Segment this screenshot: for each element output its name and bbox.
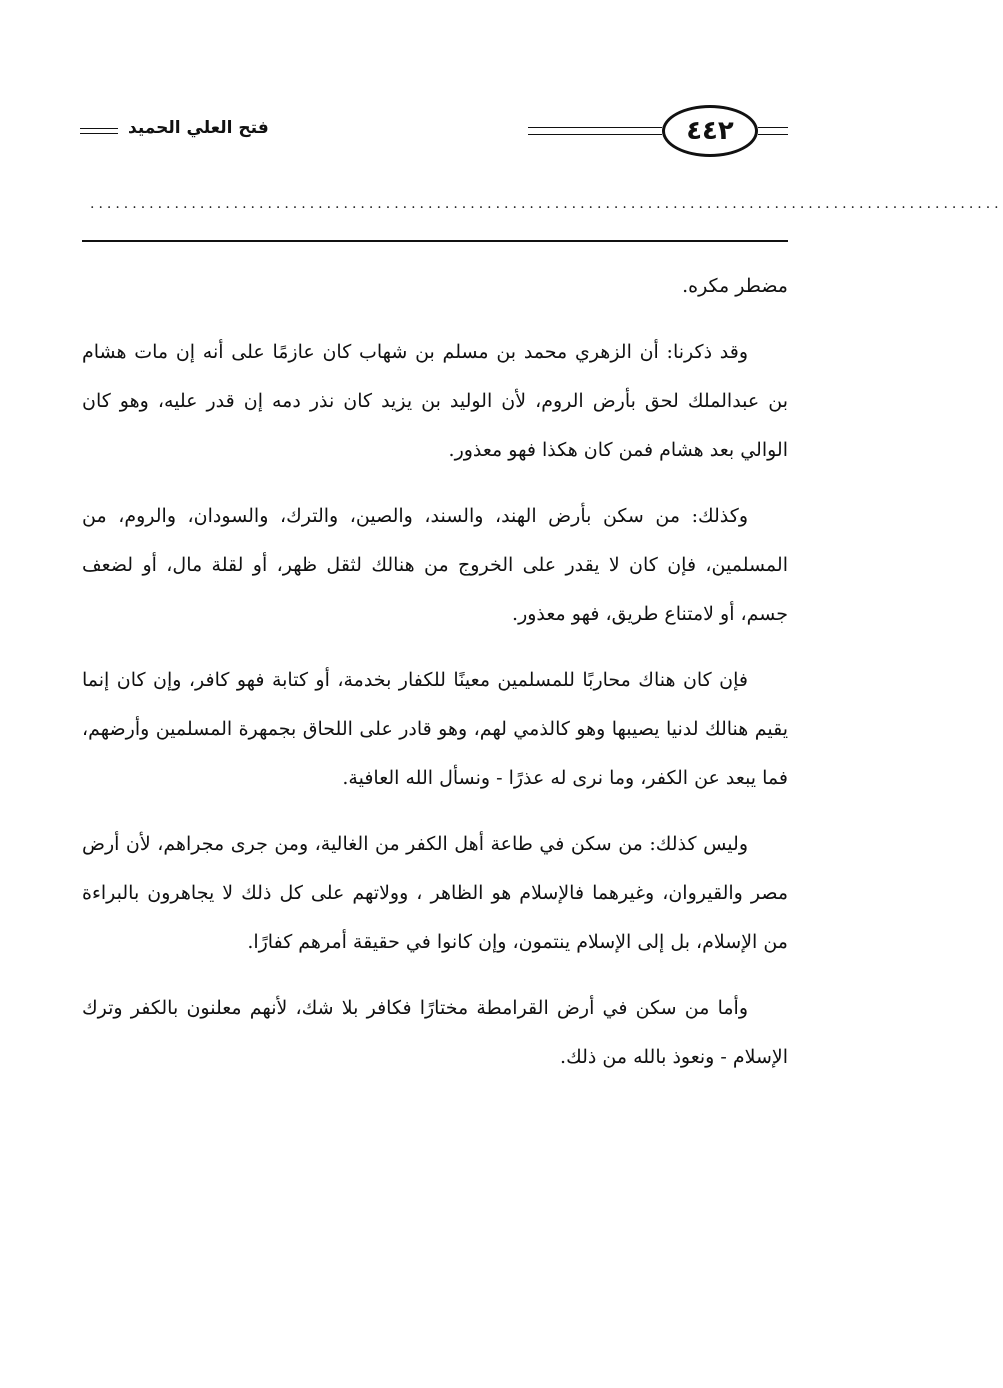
dotted-separator: ............................................................................................................ [90, 196, 1003, 212]
header-double-rule-left [528, 127, 662, 135]
page-number-badge [662, 105, 758, 157]
paragraph-3: وكذلك: من سكن بأرض الهند، والسند، والصين، والترك، والسودان، والروم، من المسلمين، فإن كان لا يقدر على الخروج من هنالك لثقل ظهر، أو لقلة مال، أو لضعف جسم، أو لامتناع طريق، فهو معذور. [82, 505, 788, 625]
page-number: ٤٤٢ [686, 116, 734, 146]
book-title: فتح العلي الحميد [128, 118, 269, 138]
paragraph-6: وأما من سكن في أرض القرامطة مختارًا فكافر بلا شك، لأنهم معلنون بالكفر وترك الإسلام - ونعوذ بالله من ذلك. [82, 997, 788, 1068]
paragraph-4: فإن كان هناك محاربًا للمسلمين معينًا للكفار بخدمة، أو كتابة فهو كافر، وإن كان إنما يقيم هنالك لدنيا يصيبها وهو كالذمي لهم، وهو قادر على اللحاق بجمهرة المسلمين وأرضهم، فما يبعد عن الكفر، وما نرى له عذرًا - ونسأل الله العافية. [82, 669, 788, 789]
page-body [82, 262, 788, 1099]
paragraph-1: مضطر مكره. [682, 275, 788, 297]
page-header [0, 104, 879, 160]
paragraph-5: وليس كذلك: من سكن في طاعة أهل الكفر من الغالية، ومن جرى مجراهم، لأن أرض مصر والقيروان، وغيرهما فالإسلام هو الظاهر ، وولاتهم على كل ذلك لا يجاهرون بالبراءة من الإسلام، بل إلى الإسلام ينتمون، وإن كانوا في حقيقة أمرهم كفارًا. [82, 833, 788, 953]
title-double-rule [80, 128, 118, 134]
header-separator-line [82, 240, 788, 242]
paragraph-2: وقد ذكرنا: أن الزهري محمد بن مسلم بن شهاب كان عازمًا على أنه إن مات هشام بن عبدالملك لحق بأرض الروم، لأن الوليد بن يزيد كان نذر دمه إن قدر عليه، وهو كان الوالي بعد هشام فمن كان هكذا فهو معذور. [82, 341, 788, 461]
header-double-rule-right [758, 127, 788, 135]
